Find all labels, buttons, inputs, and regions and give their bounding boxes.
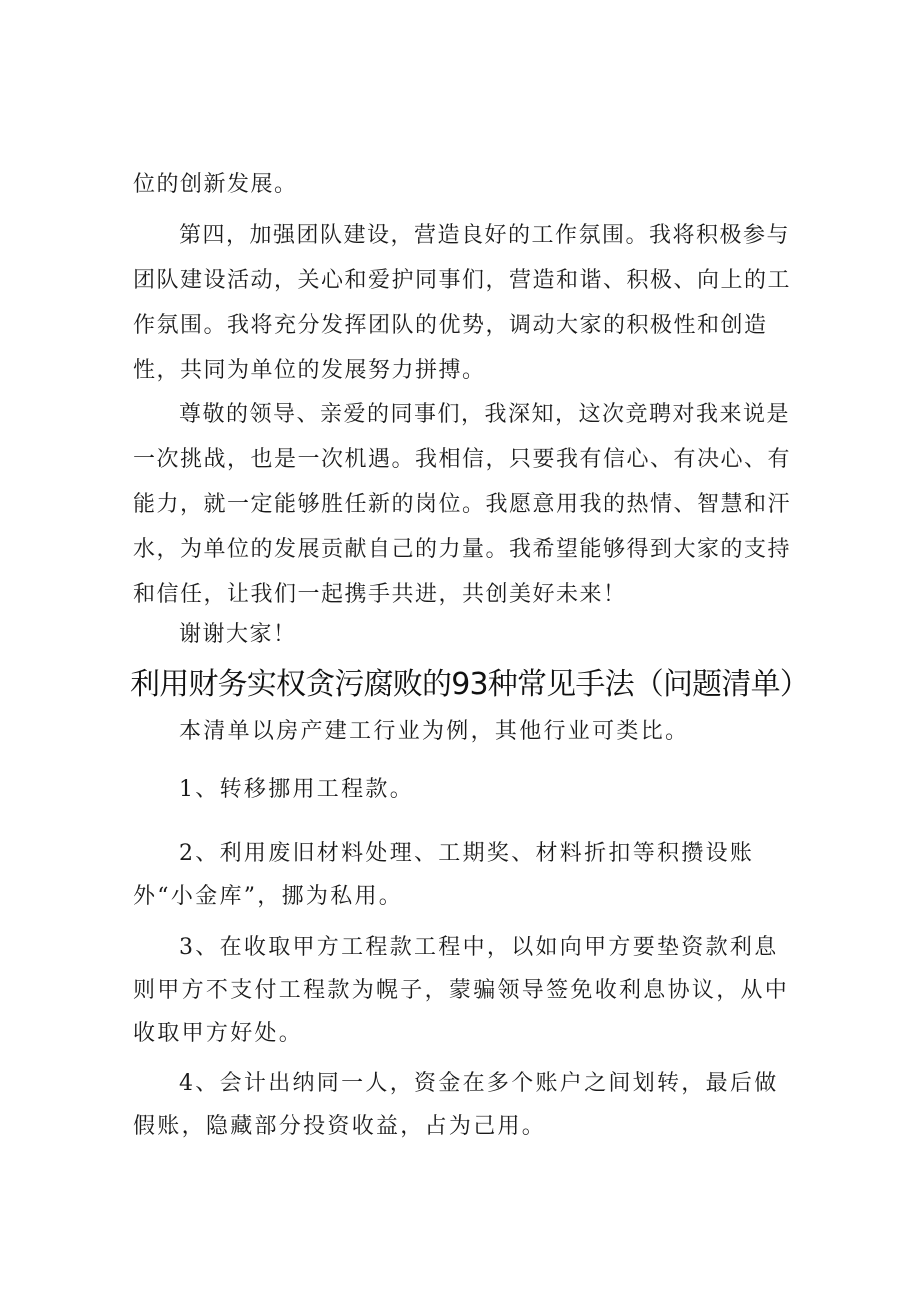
- paragraph-closing-remarks: 尊敬的领导、亲爱的同事们，我深知，这次竞聘对我来说是一次挑战，也是一次机遇。我相信，只要我有信心、有决心、有能力，就一定能够胜任新的岗位。我愿意用我的热情、智慧和汗水，为单位的发展贡献自己的力量。我希望能够得到大家的支持和信任，让我们一起携手共进，共创美好未来！: [133, 402, 792, 607]
- list-item: 2、利用废旧材料处理、工期奖、材料折扣等积攒设账外“小金库”，挪为私用。: [133, 841, 755, 909]
- paragraph-thanks: 谢谢大家！: [179, 622, 297, 647]
- section-heading: 利用财务实权贪污腐败的93种常见手法（问题清单）: [130, 667, 809, 702]
- paragraph-continuation: 位的创新发展。: [133, 172, 298, 197]
- list-item: 4、会计出纳同一人，资金在多个账户之间划转，最后做假账，隐藏部分投资收益，占为己用。: [133, 1071, 779, 1139]
- paragraph-intro: 本清单以房产建工行业为例，其他行业可类比。: [179, 719, 690, 744]
- list-item: 3、在收取甲方工程款工程中，以如向甲方要垫资款利息则甲方不支付工程款为幌子，蒙骗领导签免收利息协议，从中收取甲方好处。: [133, 935, 790, 1046]
- list-item: 1、转移挪用工程款。: [179, 777, 414, 802]
- paragraph-team-building: 第四，加强团队建设，营造良好的工作氛围。我将积极参与团队建设活动，关心和爱护同事们，营造和谐、积极、向上的工作氛围。我将充分发挥团队的优势，调动大家的积极性和创造性，共同为单位的发展努力拼搏。: [133, 223, 792, 383]
